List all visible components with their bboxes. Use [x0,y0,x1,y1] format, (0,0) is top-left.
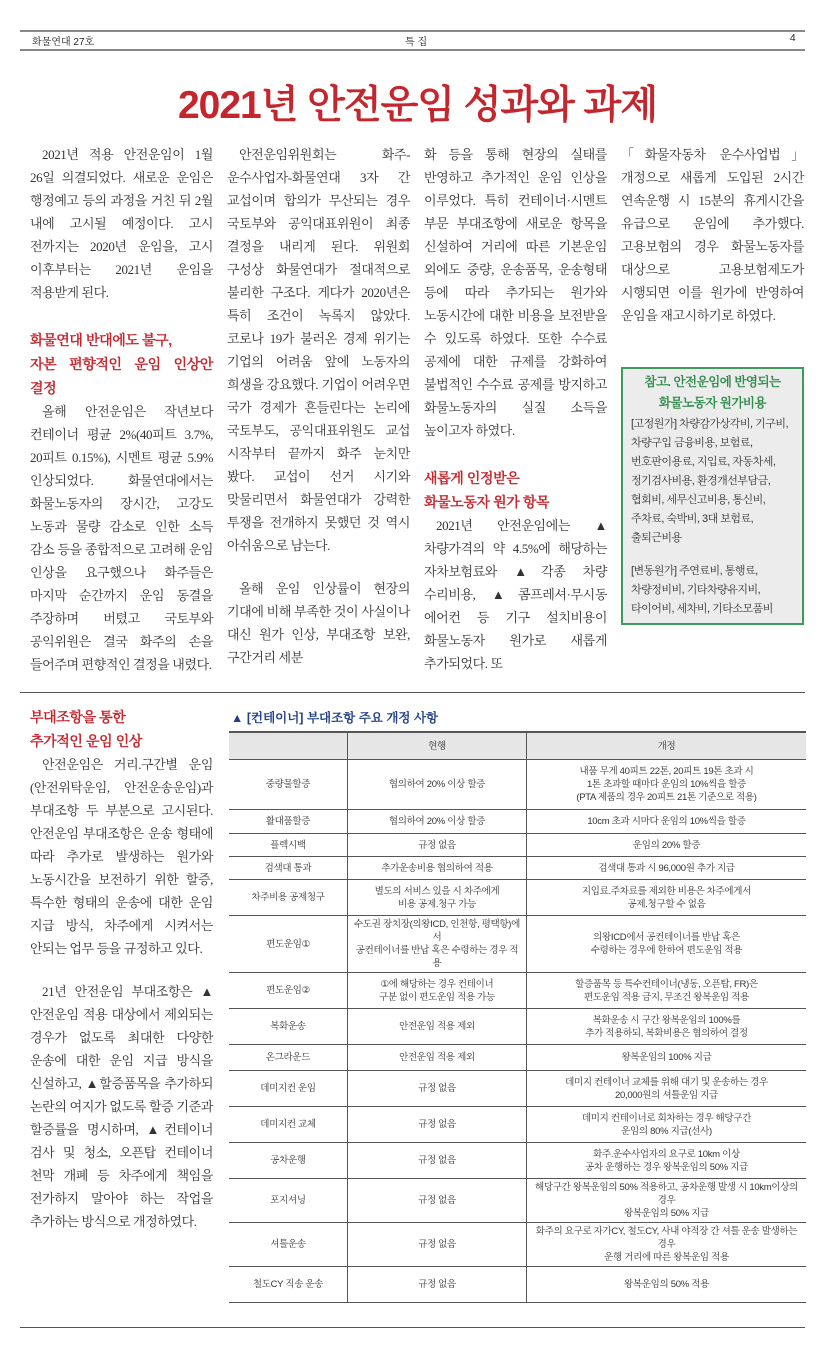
fixed-cost-list: [고정원가] 차량감가상각비, 기구비, 차량구입 금융비용, 보험료, 번호판이용료, 지입료, 자동차세, 정기검사비용, 환경개선부담금, 협회비, 세무신고비용, 통신비, 주차료, 숙박비, 3대 보험료, 출퇴근비용 [631,418,789,544]
current-cell: 규정 없음 [348,1107,527,1143]
variable-cost-list: [변동원가] 주연료비, 통행료, 차량정비비, 기타차량유지비, 타이어비, 세차비, 기타소모품비 [631,565,773,615]
current-cell: 별도의 서비스 있을 시 차주에게 비용 공제.청구 가능 [348,880,527,916]
paragraph: 2021년 안전운임에는 ▲차량가격의 약 4.5%에 해당하는 자차보험료와 ▲각종 차량 수리비용, ▲콤프레셔·무시동 에어컨 등 기구 설치비용이 화물노동자 원가로 새롭게 추가되었다. 또 [424,518,607,671]
paragraph: 「화물자동차 운수사업법」 개정으로 새롭게 도입된 2시간 연속운행 시 15분의 휴게시간을 유급으로 운임에 추가했다. 고용보험의 경우 화물노동자를 대상으로 고용보험제도가 시행되면 이를 원가에 반영하여 운임을 재고시하기로 하였다. [621,147,804,323]
table-row [229,1045,806,1071]
current-cell: 규정 없음 [348,1267,527,1303]
column-5 [30,705,213,1233]
current-cell: 규정 없음 [348,834,527,857]
item-cell: 활대품할증 [229,810,348,834]
revised-cell: 데미지 컨테이너로 회차하는 경우 해당구간 운임의 80% 지급(선사) [527,1107,807,1143]
column-2 [227,143,410,669]
table-row [229,834,806,857]
table-row [229,973,806,1009]
current-cell: 협의하여 20% 이상 할증 [348,810,527,834]
revised-cell: 검색대 통과 시 96,000원 추가 지급 [527,857,807,880]
current-cell: 추가운송비용 협의하여 적용 [348,857,527,880]
revised-cell: 10cm 초과 시마다 운임의 10%씩을 할증 [527,810,807,834]
box-title: 화물노동자 원가비용 [658,396,767,410]
page-number: 4 [790,33,796,44]
revised-cell: 지입료.주차료를 제외한 비용은 차주에게서 공제.청구할 수 없음 [527,880,807,916]
current-cell: 협의하여 20% 이상 할증 [348,760,527,810]
current-cell: 안전운임 적용 제외 [348,1009,527,1045]
column-header [229,732,348,760]
table-section [229,705,806,1303]
section-divider [20,692,805,693]
revised-cell: 의왕ICD에서 공컨테이너를 반납 혹은 수령하는 경우에 한하여 편도운임 적용 [527,916,807,973]
column-3 [424,143,607,675]
current-cell: 규정 없음 [348,1179,527,1223]
revised-cell: 내품 무게 40피트 22톤, 20피트 19톤 초과 시 1톤 초과할 때마다 운임의 10%씩을 할증 (PTA 제품의 경우 20피트 21톤 기준으로 적용) [527,760,807,810]
revised-cell: 왕복운임의 100% 지급 [527,1045,807,1071]
table-row [229,1009,806,1045]
table-row [229,857,806,880]
revised-cell: 왕복운임의 50% 적용 [527,1267,807,1303]
paragraph: 안전운임위원회는 화주-운수사업자-화물연대 3자 간 교섭이며 합의가 무산되는 경우 국토부와 공익대표위원이 최종 결정을 내리게 된다. 위원회 구성상 화물연대가 절대적으로 불리한 구조다. 게다가 2020년은 특히 조건이 녹록지 않았다. 코로나 19가 불러온 경제 위기는 기업의 어려움 앞에 노동자의 희생을 강요했다. 기업이 어려우면 국가 경제가 흔들린다는 논리에 국토부도, 공익대표위원도 교섭 시작부터 끝까지 화주 눈치만 봤다. 교섭이 선거 시기와 맞물리면서 화물연대가 강력한 투쟁을 전개하지 못했던 것 역시 아쉬움으로 남는다. [227,147,410,553]
current-cell: ①에 해당하는 경우 컨테이너 구분 없이 편도운임 적용 가능 [348,973,527,1009]
paragraph: 2021년 적용 안전운임이 1월 26일 의결되었다. 새로운 운임은 행정예고 등의 과정을 거친 뒤 2월 내에 고시될 예정이다. 고시 전까지는 2020년 운임을, 고시 이후부터는 2021년 운임을 적용받게 된다. [30,147,213,300]
table-row [229,810,806,834]
current-cell: 규정 없음 [348,1143,527,1179]
reference-box [621,367,804,625]
table-header-row [229,732,806,760]
amendments-table [229,731,806,1303]
column-1 [30,143,213,676]
revised-cell: 할증품목 등 특수컨테이너(냉동, 오픈탑, FR)은 편도운임 적용 금지, 무조건 왕복운임 적용 [527,973,807,1009]
table-row [229,1071,806,1107]
box-title: 참고. 안전운임에 반영되는 [644,375,781,389]
paragraph: 올해 운임 인상률이 현장의 기대에 비해 부족한 것이 사실이나 대신 원가 인상, 부대조항 보완, 구간거리 세분 [227,581,410,665]
paragraph: 21년 안전운임 부대조항은 ▲안전운임 적용 대상에서 제외되는 경우가 없도록 최대한 다양한 운송에 대한 운임 지급 방식을 신설하고, ▲할증품목을 추가하되 논란의 여지가 없도록 할증 기준과 할증률을 명시하며, ▲컨테이너 검사 및 청소, 오픈탑 컨테이너 천막 개폐 등 차주에게 책임을 전가하지 말아야 하는 작업을 추가하는 방식으로 개정하였다. [30,984,213,1229]
table-caption: ▲ [컨테이너] 부대조항 주요 개정 사항 [231,711,439,725]
paragraph: 안전운임은 거리.구간별 운임(안전위탁운임, 안전운송운임)과 부대조항 두 부분으로 고시된다. 안전운임 부대조항은 운송 형태에 따라 추가로 발생하는 원가와 노동시간을 보전하기 위한 할증, 특수한 형태의 운송에 대한 운임 지급 방식, 차주에게 시켜서는 안되는 업무 등을 규정하고 있다. [30,757,213,956]
item-cell: 온그라운드 [229,1045,348,1071]
table-row [229,760,806,810]
revised-cell: 화주.운수사업자의 요구로 10km 이상 공차 운행하는 경우 왕복운임의 50% 지급 [527,1143,807,1179]
column-header: 개정 [527,732,807,760]
item-cell: 셔틀운송 [229,1223,348,1267]
current-cell: 수도권 장치장(의왕ICD, 인천항, 평택항)에서 공컨테이너를 반납 혹은 수령하는 경우 적용 [348,916,527,973]
current-cell: 규정 없음 [348,1223,527,1267]
item-cell: 데미지컨 운임 [229,1071,348,1107]
table-row [229,1107,806,1143]
subheading: 새롭게 인정받은 [424,470,520,486]
subheading: 화물연대 반대에도 불구, [30,332,172,348]
article-title: 2021년 안전운임 성과와 과제 [177,84,657,127]
revised-cell: 데미지 컨테이너 교체를 위해 대기 및 운송하는 경우 20,000원의 셔틀운임 지급 [527,1071,807,1107]
item-cell: 편도운임② [229,973,348,1009]
item-cell: 공차운행 [229,1143,348,1179]
item-cell: 검색대 통과 [229,857,348,880]
table-row [229,1179,806,1223]
top-section [30,143,805,676]
table-row [229,1143,806,1179]
bottom-section [30,705,805,1303]
subheading: 자본 편향적인 운임 인상안 결정 [30,356,213,396]
column-header: 현행 [348,732,527,760]
item-cell: 포지셔닝 [229,1179,348,1223]
subheading: 화물노동자 원가 항목 [424,494,550,510]
column-4 [621,143,804,625]
subheading: 추가적인 운임 인상 [30,733,142,749]
table-row [229,916,806,973]
item-cell: 플렉시백 [229,834,348,857]
item-cell: 차주비용 공제청구 [229,880,348,916]
item-cell: 편도운임① [229,916,348,973]
paragraph: 올해 안전운임은 작년보다 컨테이너 평균 2%(40피트 3.7%, 20피트 0.15%), 시멘트 평균 5.9% 인상되었다. 화물연대에서는 화물노동자의 장시간, 고강도 노동과 물량 감소로 인한 소득 감소 등을 종합적으로 고려해 운임 인상을 요구했으나 화주들은 마지막 순간까지 운임 동결을 주장하며 버텼고 국토부와 공익위원은 결국 화주의 손을 들어주며 편향적인 결정을 내렸다. [30,404,213,672]
table-row [229,880,806,916]
item-cell: 데미지컨 교체 [229,1107,348,1143]
table-row [229,1267,806,1303]
current-cell: 규정 없음 [348,1071,527,1107]
revised-cell: 운임의 20% 할증 [527,834,807,857]
table-row [229,1223,806,1267]
revised-cell: 복화운송 시 구간 왕복운임의 100%를 추가 적용하되, 복화비용은 협의하여 결정 [527,1009,807,1045]
item-cell: 중량물할증 [229,760,348,810]
revised-cell: 화주의 요구로 자가CY, 철도CY, 사내 야적장 간 셔틀 운송 발생하는 경우 운행 거리에 따른 왕복운임 적용 [527,1223,807,1267]
item-cell: 철도CY 직송 운송 [229,1267,348,1303]
section-label: 특 집 [405,37,428,48]
subheading: 부대조항을 통한 [30,709,126,725]
footer-rule [20,1327,805,1328]
current-cell: 안전운임 적용 제외 [348,1045,527,1071]
revised-cell: 해당구간 왕복운임의 50% 적용하고, 공차운행 발생 시 10km이상의 경우 왕복운임의 50% 지급 [527,1179,807,1223]
publication-issue: 화물연대 27호 [32,37,95,48]
item-cell: 복화운송 [229,1009,348,1045]
paragraph: 화 등을 통해 현장의 실태를 반영하고 추가적인 운임 인상을 이루었다. 특히 컨테이너·시멘트 부문 부대조항에 새로운 항목을 신설하여 거리에 따른 기본운임 외에도 중량, 운송품목, 운송형태 등에 따라 추가되는 원가와 노동시간에 대한 비용을 보전받을 수 있도록 하였다. 또한 수수료 공제에 대한 규제를 강화하여 불법적인 수수료 공제를 방지하고 화물노동자의 실질 소득을 높이고자 하였다. [424,147,607,438]
